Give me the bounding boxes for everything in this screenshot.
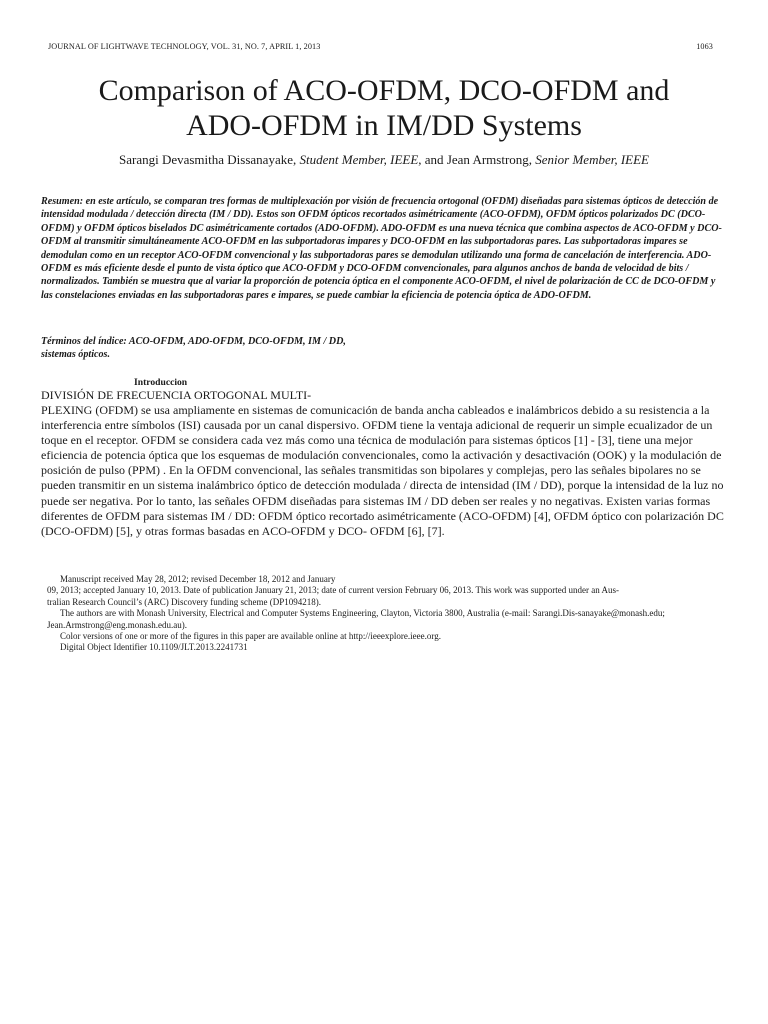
footnotes [47,574,729,654]
footnote-received-line-1: Manuscript received May 28, 2012; revised December 18, 2012 and January [60,574,336,584]
abstract: Resumen: en este artículo, se comparan tres formas de multiplexación por visión de frecuencia ortogonal (OFDM) diseñadas para sistemas ópticos de detección de intensidad modulada / detección directa (IM / DD). Estos son OFDM ópticos recortados asimétricamente (ACO-OFDM), OFDM ópticos polarizados DC (DCO-OFDM) y OFDM ópticos biselados DC asimétricamente cortados (ADO-OFDM). ADO-OFDM es una nueva técnica que combina aspectos de ACO-OFDM y DCO-OFDM al transmitir simultáneamente ACO-OFDM en las subportadoras impares y DCO-OFDM en las subportadoras pares. Las subportadoras impares se demodulan como en un receptor ACO-OFDM convencional y las subportadoras pares se demodulan utilizando una forma de cancelación de interferencia. ADO-OFDM es más eficiente desde el punto de vista óptico que ACO-OFDM y DCO-OFDM convencionales, para algunos anchos de banda de velocidad de bits / normalizados. También se muestra que al variar la proporción de potencia óptica en el componente ACO-OFDM, el nivel de polarización de CC de DCO-OFDM y las constelaciones enviadas en las subportadoras pares e impares, se puede cambiar la eficiencia de potencia óptica de ADO-OFDM. [41,196,722,301]
paper-title-line-2: ADO-OFDM in IM/DD Systems [186,109,582,142]
introduction-body: PLEXING (OFDM) se usa ampliamente en sistemas de comunicación de banda ancha cableados e inalámbricos debido a su resistencia a la interferencia entre símbolos (ISI) causada por un canal dispersivo. OFDM tiene la ventaja adicional de requerir un simple ecualizador de un toque en el receptor. OFDM se considera cada vez más como una técnica de modulación para sistemas ópticos [1] - [3], tiene una mejor eficiencia de potencia óptica que los esquemas de modulación convencionales, como la activación y desactivación (OOK) y la modulación de posición de pulso (PPM) . En la OFDM convencional, las señales transmitidas son bipolares y complejas, pero las señales bipolares no se pueden transmitir en un sistema inalámbrico óptico de detección modulada / directa de intensidad (IM / DD), porque la intensidad de la luz no puede ser negativa. Por lo tanto, las señales OFDM diseñadas para sistemas IM / DD deben ser reales y no negativas. Existen varias formas diferentes de OFDM para sistemas IM / DD: OFDM óptico recortado asimétricamente (ACO-OFDM) [4], OFDM óptico con polarización DC (DCO-OFDM) [5], y otras formas basadas en ACO-OFDM y DCO- OFDM [6], [7]. [41,403,724,538]
author-role-1: Student Member, IEEE [299,152,419,167]
paper-title [40,73,728,143]
author-name-1: Sarangi Devasmitha Dissanayake [118,152,293,167]
author-role-2: Senior Member, IEEE [535,152,649,167]
author-connector: , and [418,152,447,167]
footnote-affiliation: The authors are with Monash University, Electrical and Computer Systems Engineering, Clayton, Victoria 3800, Australia (e-mail: Sarangi.Dis-sanayake@monash.edu; Jean.Armstrong@eng.monash.edu.au). [47,608,665,630]
page-number: 1063 [696,42,713,51]
author-name-2: Jean Armstrong [446,152,529,167]
introduction-lead: DIVISIÓN DE FRECUENCIA ORTOGONAL MULTI- [41,388,312,402]
footnote-received-line-2: 09, 2013; accepted January 10, 2013. Date of publication January 21, 2013; date of current version February 06, 2013. This work was supported under an Aus- [47,585,619,596]
section-heading-introduction: Introduccion [134,377,188,388]
journal-citation: JOURNAL OF LIGHTWAVE TECHNOLOGY, VOL. 31, NO. 7, APRIL 1, 2013 [48,42,321,51]
footnote-received-line-3: tralian Research Council’s (ARC) Discovery funding scheme (DP1094218). [47,596,321,607]
author-line: Sarangi Devasmitha Dissanayake, Student Member, IEEE, and Jean Armstrong, Senior Member, IEEE [118,152,649,167]
index-terms: Términos del índice: ACO-OFDM, ADO-OFDM, DCO-OFDM, IM / DD, sistemas ópticos. [41,336,346,361]
paper-title-line-1: Comparison of ACO-OFDM, DCO-OFDM and [98,74,670,107]
footnote-color-note: Color versions of one or more of the figures in this paper are available online at http://ieeexplore.ieee.org. [60,631,441,642]
footnote-doi: Digital Object Identifier 10.1109/JLT.2013.2241731 [60,642,248,653]
